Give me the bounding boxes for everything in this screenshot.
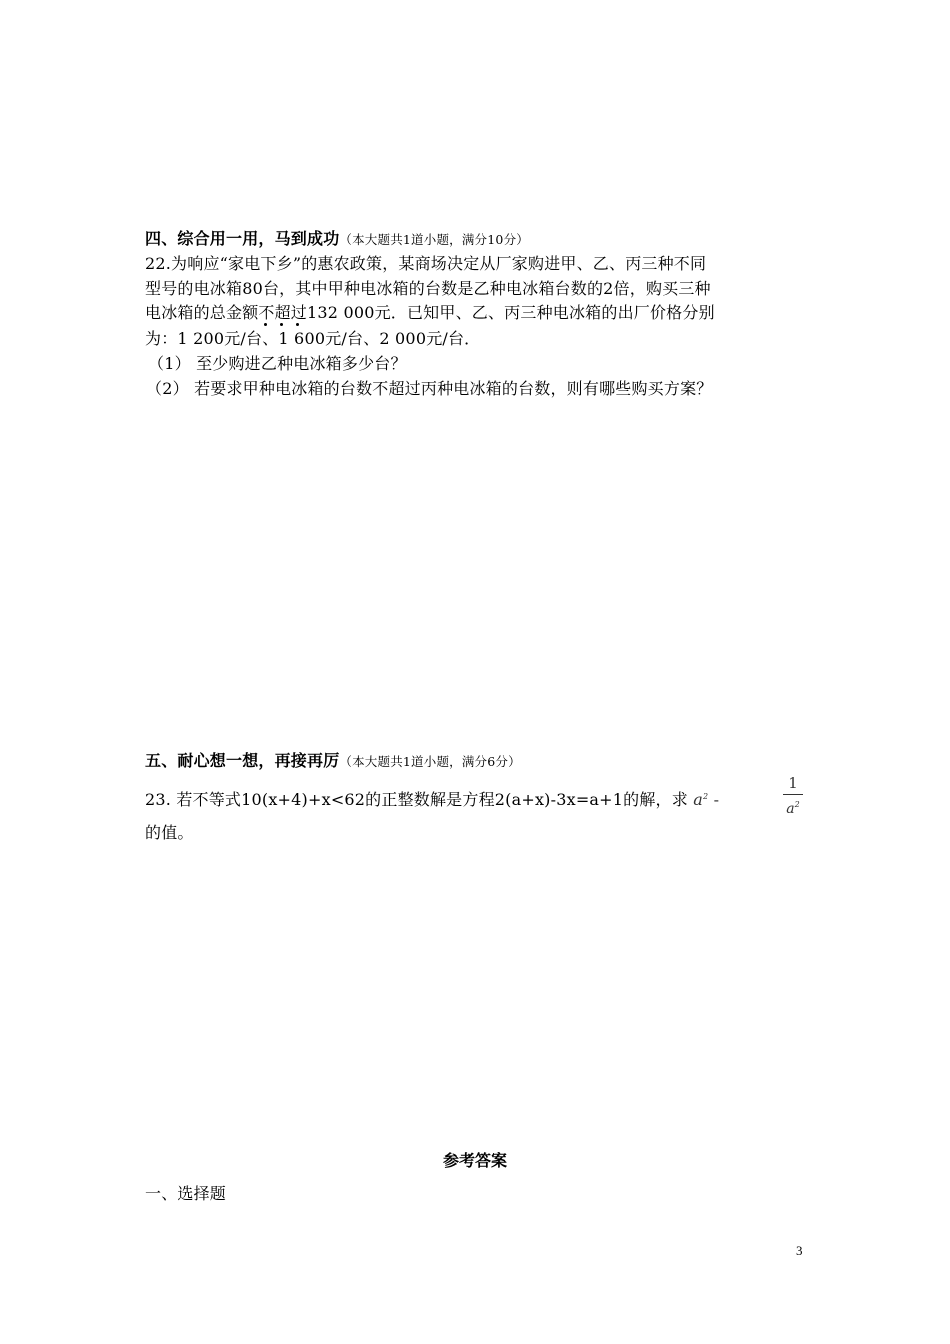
answers-title: 参考答案 (442, 1151, 507, 1170)
page-number: 3 (796, 1243, 803, 1258)
question-22-part-2: （2） 若要求甲种电冰箱的台数不超过丙种电冰箱的台数，则有哪些购买方案？ (146, 379, 713, 398)
section-4-note: （本大题共1道小题，满分10分） (339, 232, 529, 247)
question-23-text: 23. 若不等式10(x+4)+x<62的正整数解是方程2(a+x)-3x=a+1的解，求 (145, 790, 688, 809)
fraction-bar (783, 794, 803, 795)
question-22-line-3 (145, 302, 715, 324)
question-23-line-1 (145, 786, 719, 811)
question-22-line-4: 为：1 200元/台、1 600元/台、2 000元/台． (145, 329, 481, 348)
emphasis-text: 不超过 (258, 303, 308, 322)
answers-part-1: 一、选择题 (145, 1184, 227, 1203)
emphasis-not-exceed (258, 303, 307, 322)
section-5-title: 五、耐心想一想，再接再厉 (145, 751, 340, 770)
fraction-numerator: 1 (788, 774, 798, 792)
question-22-part-1: （1） 至少购进乙种电冰箱多少台？ (148, 354, 407, 373)
expression-exponent: 2 (703, 792, 709, 801)
expression-base: a (693, 790, 704, 809)
fraction-one-over-a-squared (783, 773, 803, 818)
fraction-denominator (783, 796, 803, 818)
denominator-base: a (786, 801, 795, 817)
question-23-line-2: 的值。 (145, 823, 194, 842)
section-4-title: 四、综合用一用，马到成功 (145, 229, 340, 248)
question-22-line-3-start: 电冰箱的总金额 (145, 303, 259, 322)
section-4-heading (145, 228, 529, 251)
expression-a-squared (693, 790, 708, 809)
question-22-line-1: 22.为响应“家电下乡”的惠农政策，某商场决定从厂家购进甲、乙、丙三种不同 (145, 254, 707, 273)
emphasis-dot (296, 323, 299, 326)
emphasis-dot (264, 323, 267, 326)
section-5-note: （本大题共1道小题，满分6分） (339, 754, 521, 769)
denominator-exponent: 2 (794, 800, 800, 809)
expression-minus: - (708, 790, 720, 809)
section-5-heading (145, 750, 521, 773)
question-22-line-3-end: 132 000元．已知甲、乙、丙三种电冰箱的出厂价格分别 (307, 303, 715, 322)
emphasis-dot (280, 323, 283, 326)
question-22-line-2: 型号的电冰箱80台，其中甲种电冰箱的台数是乙种电冰箱台数的2倍，购买三种 (145, 279, 711, 298)
